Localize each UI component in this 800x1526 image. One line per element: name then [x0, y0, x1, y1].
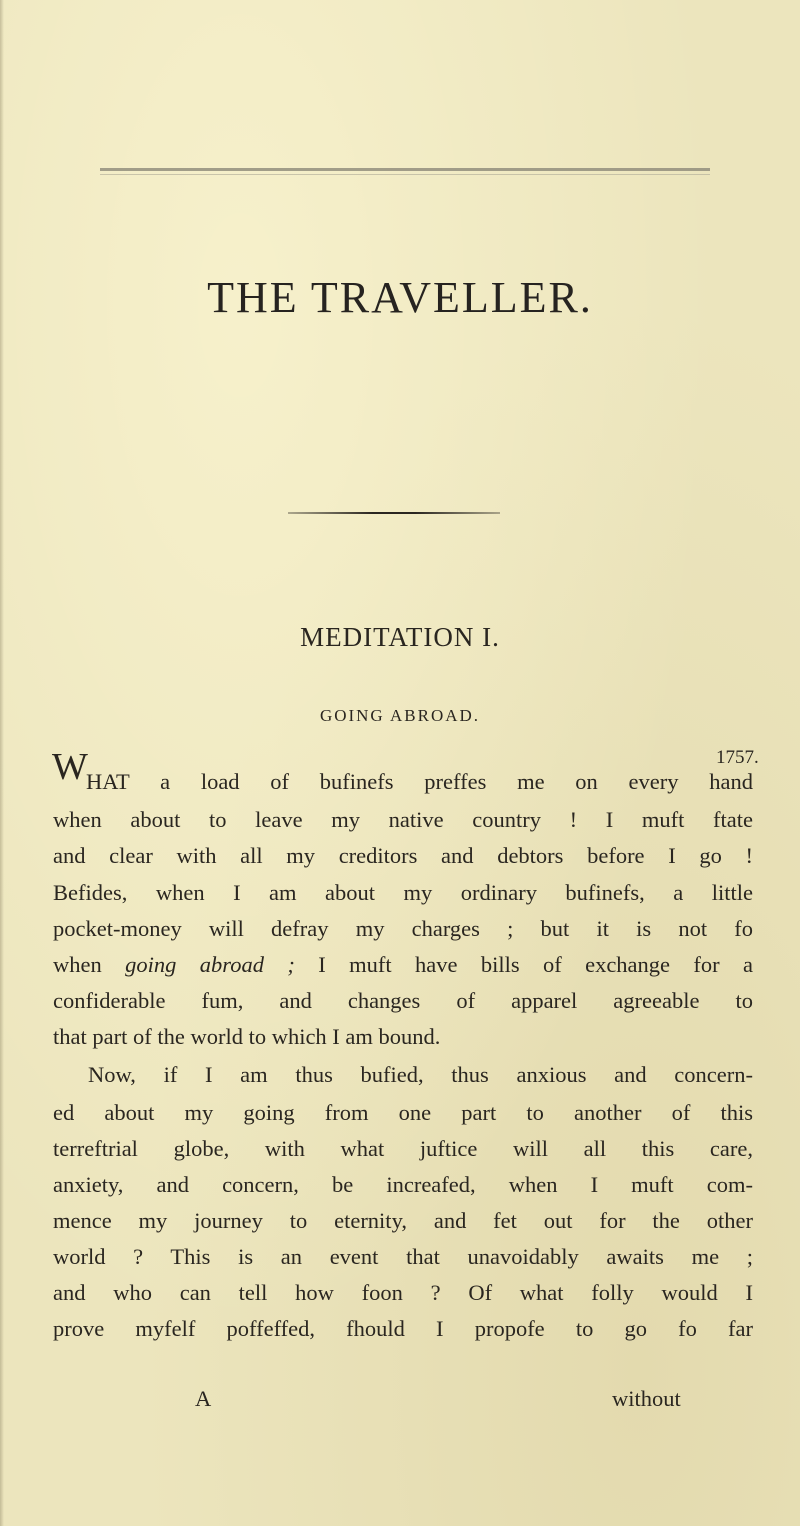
italic-phrase: going abroad ;: [125, 952, 295, 977]
top-rule: [100, 168, 710, 171]
body-line: Now, if I am thus bufied, thus anxious and concern-: [88, 1062, 753, 1087]
body-line: [53, 954, 753, 977]
signature-mark: A: [195, 1386, 212, 1411]
body-line: world ? This is an event that unavoidably awaits me ;: [53, 1244, 753, 1269]
body-line: anxiety, and concern, be increafed, when I muft com-: [53, 1172, 753, 1197]
drop-capital: W: [52, 746, 88, 788]
body-line: confiderable fum, and changes of apparel agreeable to: [53, 988, 753, 1013]
body-line: terreftrial globe, with what juftice will all this care,: [53, 1136, 753, 1161]
page-gutter-edge: [0, 0, 4, 1526]
catchword: without: [612, 1386, 681, 1411]
body-line: pocket-money will defray my charges ; but it is not fo: [53, 916, 753, 941]
body-line: prove myfelf poffeffed, fhould I propofe to go fo far: [53, 1316, 753, 1341]
body-text-segment: when: [53, 952, 102, 977]
meditation-subheading: GOING ABROAD.: [319, 706, 481, 725]
body-text-segment: I muft have bills of exchange for a: [318, 952, 754, 977]
ornamental-rule: [288, 512, 500, 514]
running-title: THE TRAVELLER.: [207, 273, 593, 322]
body-line: ed about my going from one part to another of this: [53, 1100, 753, 1125]
body-line: mence my journey to eternity, and fet out for the other: [53, 1208, 753, 1233]
body-line: that part of the world to which I am bound.: [53, 1024, 441, 1049]
body-line: and clear with all my creditors and debtors before I go !: [53, 843, 753, 868]
meditation-heading: MEDITATION I.: [300, 622, 500, 652]
top-rule-faint: [100, 174, 710, 175]
body-line: HAT a load of bufinefs preffes me on every hand: [86, 769, 753, 794]
body-line: and who can tell how foon ? Of what folly would I: [53, 1280, 753, 1305]
body-line: when about to leave my native country ! I muft ftate: [53, 807, 753, 832]
body-line: Befides, when I am about my ordinary bufinefs, a little: [53, 880, 753, 905]
year-label: 1757.: [716, 747, 759, 768]
